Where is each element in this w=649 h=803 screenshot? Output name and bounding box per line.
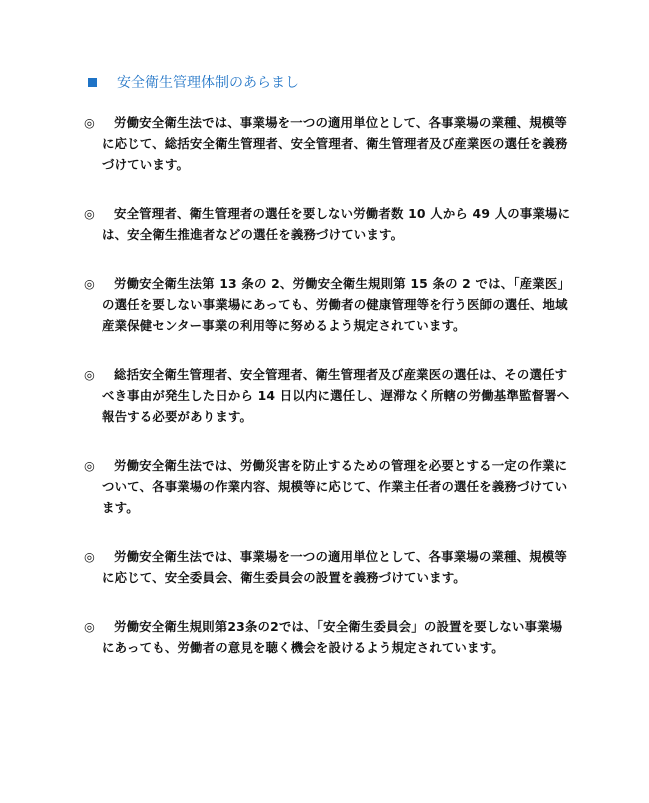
list-item-text: 労働安全衛生法第 13 条の 2、労働安全衛生規則第 15 条の 2 では、「産業医」の選任を要しない事業場にあっても、労働者の健康管理等を行う医師の選任、地域産業保健センター事業の利用等に努めるよう規定されています。 <box>102 276 571 333</box>
list-item-text: 労働安全衛生法では、事業場を一つの適用単位として、各事業場の業種、規模等に応じて、総括安全衛生管理者、安全管理者、衛生管理者及び産業医の選任を義務づけています。 <box>102 115 568 172</box>
list-item <box>84 616 574 658</box>
section-heading <box>88 72 299 92</box>
list-item <box>84 112 574 175</box>
list-item-text: 総括安全衛生管理者、安全管理者、衛生管理者及び産業医の選任は、その選任すべき事由が発生した日から 14 日以内に選任し、遅滞なく所轄の労働基準監督署へ報告する必要があります。 <box>102 367 570 424</box>
bullet-list <box>84 112 574 686</box>
section-title: 安全衛生管理体制のあらまし <box>117 75 299 91</box>
double-circle-bullet-icon: ◎ <box>84 276 96 291</box>
double-circle-bullet-icon: ◎ <box>84 619 96 634</box>
double-circle-bullet-icon: ◎ <box>84 367 96 382</box>
square-bullet-icon <box>88 78 97 87</box>
list-item <box>84 455 574 518</box>
list-item-text: 労働安全衛生法では、事業場を一つの適用単位として、各事業場の業種、規模等に応じて、安全委員会、衛生委員会の設置を義務づけています。 <box>102 549 568 585</box>
list-item <box>84 364 574 427</box>
double-circle-bullet-icon: ◎ <box>84 115 96 130</box>
double-circle-bullet-icon: ◎ <box>84 549 96 564</box>
list-item <box>84 273 574 336</box>
list-item <box>84 546 574 588</box>
double-circle-bullet-icon: ◎ <box>84 206 96 221</box>
double-circle-bullet-icon: ◎ <box>84 458 96 473</box>
list-item-text: 安全管理者、衛生管理者の選任を要しない労働者数 10 人から 49 人の事業場には、安全衛生推進者などの選任を義務づけています。 <box>102 206 571 242</box>
list-item-text: 労働安全衛生法では、労働災害を防止するための管理を必要とする一定の作業について、各事業場の作業内容、規模等に応じて、作業主任者の選任を義務づけています。 <box>102 458 568 515</box>
list-item-text: 労働安全衛生規則第23条の2では、「安全衛生委員会」の設置を要しない事業場にあっても、労働者の意見を聴く機会を設けるよう規定されています。 <box>102 619 563 655</box>
list-item <box>84 203 574 245</box>
